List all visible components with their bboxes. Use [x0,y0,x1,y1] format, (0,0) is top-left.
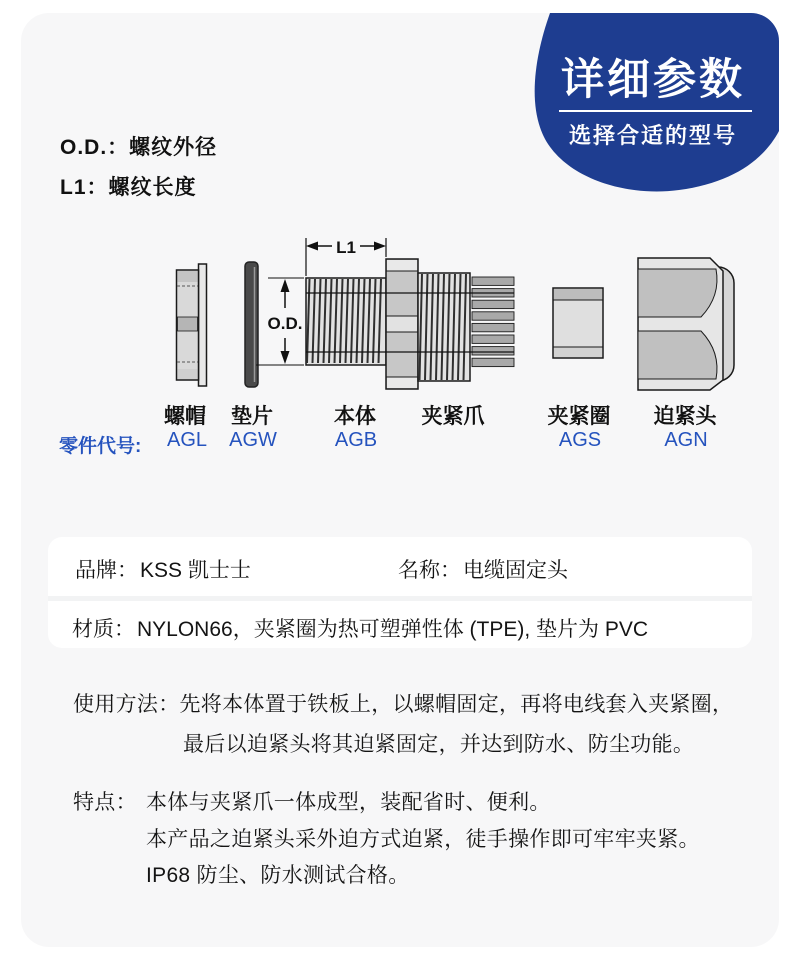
dim-label-l1: L1 [336,238,356,257]
part-label-nut: 螺帽 [164,405,206,428]
part-label-claw: 夹紧爪 [421,405,485,428]
dimension-l1 [306,238,386,276]
usage-text-1: 先将本体置于铁板上，以螺帽固定，再将电线套入夹紧圈， [179,693,734,716]
legend-od: O.D.：螺纹外径 [60,136,218,159]
banner-divider [559,110,752,112]
spec-brand-label: 品牌： [75,559,138,582]
dimension-od [256,278,304,365]
usage-line-2: 最后以迫紧头将其迫紧固定，并达到防水、防尘功能。 [183,733,695,756]
usage-label: 使用方法： [73,693,180,716]
part-gasket [245,262,258,387]
spec-material [72,613,648,643]
part-label-body: 本体 [334,405,376,428]
part-ring [553,288,603,358]
part-code-agw: AGW [229,429,277,451]
usage-line-1 [73,688,733,718]
parts-diagram [140,230,779,395]
part-body [306,259,470,389]
part-label-head: 迫紧头 [653,405,717,428]
spec-divider [48,596,752,601]
spec-name-label: 名称： [398,559,461,582]
spec-material-value: NYLON66，夹紧圈为热可塑弹性体 (TPE), 垫片为 PVC [137,618,649,641]
spec-name [398,554,568,584]
spec-brand [75,554,251,584]
banner-subtitle: 选择合适的型号 [568,123,737,148]
spec-card [48,537,752,648]
features-label: 特点： [73,791,137,814]
part-code-agn: AGN [664,429,708,451]
part-label-gasket: 垫片 [231,405,273,428]
spec-brand-value: KSS 凯士士 [140,559,251,582]
part-label-ring: 夹紧圈 [547,405,611,428]
banner-title: 详细参数 [561,56,745,104]
part-code-caption: 零件代号: [59,436,142,457]
part-code-ags: AGS [558,429,602,451]
part-code-agl: AGL [166,429,208,451]
part-nut [177,264,207,386]
part-code-agb: AGB [334,429,378,451]
spec-material-label: 材质： [72,618,135,641]
spec-name-value: 电缆固定头 [463,559,568,582]
part-head [638,258,734,390]
legend-l1: L1：螺纹长度 [60,176,197,199]
dim-label-od: O.D. [267,314,303,333]
feature-line-2: 本产品之迫紧头采外迫方式迫紧，徒手操作即可牢牢夹紧。 [146,828,700,851]
content-panel [21,13,779,947]
feature-line-3: IP68 防尘、防水测试合格。 [146,864,410,887]
part-claw [472,277,514,367]
feature-line-1: 本体与夹紧爪一体成型，装配省时、便利。 [146,791,551,814]
